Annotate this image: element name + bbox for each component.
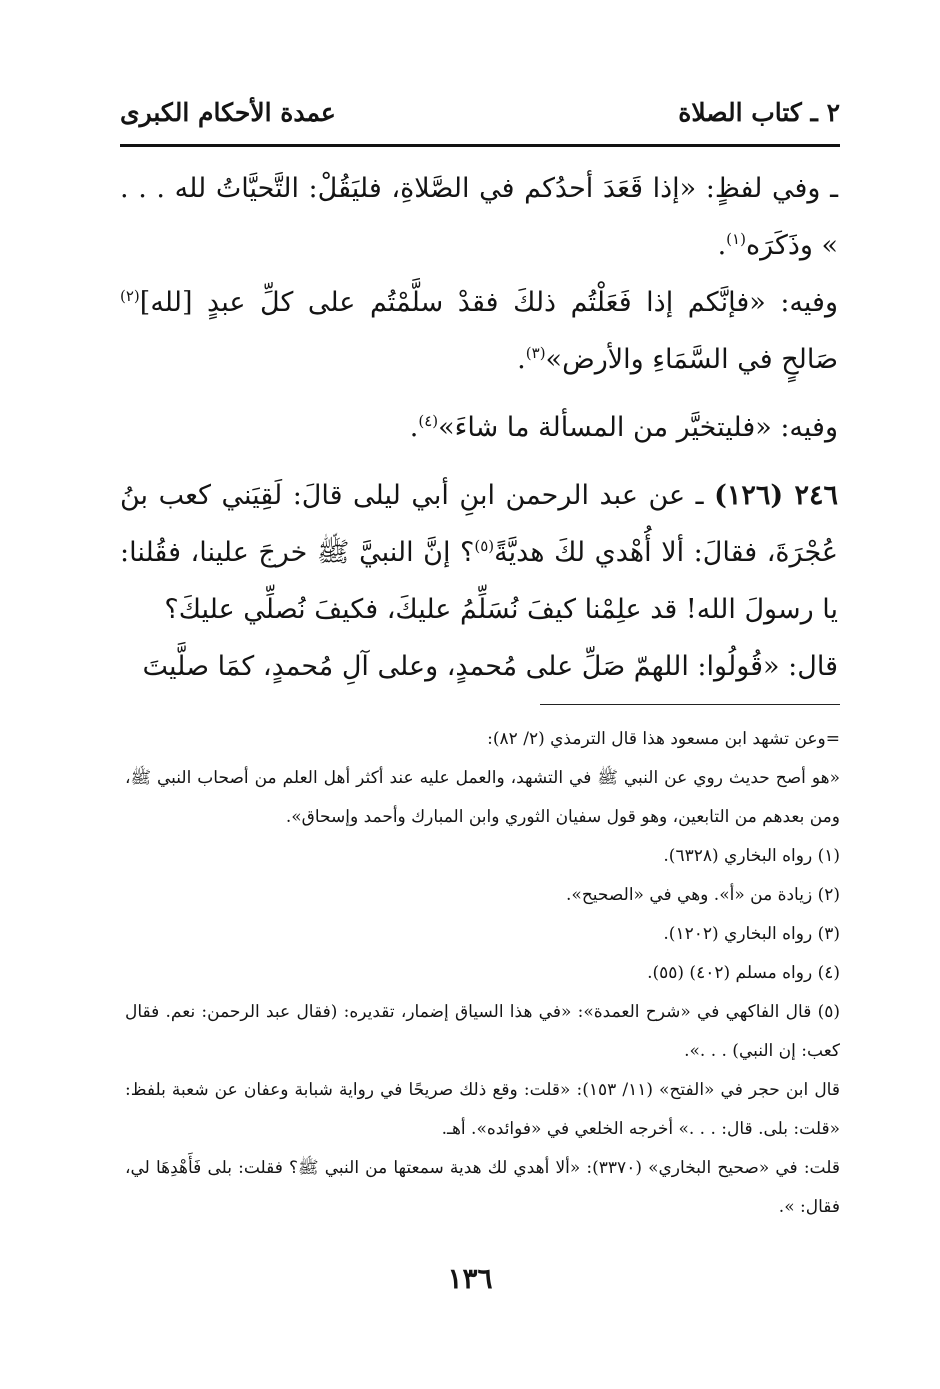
hadith-number: ٢٤٦ (١٢٦): [714, 480, 838, 511]
paragraph-2-mid: صَالحٍ في السَّمَاءِ والأرض»: [545, 344, 838, 375]
footnote-divider: [540, 704, 840, 705]
footnote-ref-4: (٤): [418, 412, 439, 430]
paragraph-4-end: ؟ إنَّ النبيَّ ﷺ خرجَ علينا، فقُلنا: يا رسولَ الله! قد علِمْنا كيفَ نُسَلِّمُ عليكَ، فكيفَ نُصلِّي عليكَ؟: [120, 537, 838, 625]
paragraph-2-end: .: [517, 344, 526, 375]
paragraph-4: [120, 467, 838, 638]
footnote-ref-5: (٥): [474, 537, 495, 555]
footnote-4: (٤) رواه مسلم (٤٠٢) (٥٥).: [647, 963, 840, 983]
paragraph-3-end: .: [409, 412, 419, 443]
paragraph-1: [120, 160, 838, 274]
footnote-3: (٣) رواه البخاري (١٢٠٢).: [663, 924, 840, 944]
footnote-continued-1: =وعن تشهد ابن مسعود هذا قال الترمذي (٢/ ٨٢):: [487, 729, 840, 749]
book-title: عمدة الأحكام الكبرى: [120, 98, 336, 127]
paragraph-1-end: .: [717, 230, 727, 261]
footnote-2: (٢) زيادة من «أ». وهي في «الصحيح».: [566, 885, 840, 905]
paragraph-3: [120, 399, 838, 456]
footnote-continued-2: «هو أصح حديث روي عن النبي ﷺ في التشهد، والعمل عليه عند أكثر أهل العلم من أصحاب النبي ﷺ، ومن بعدهم من التابعين، وهو قول سفيان الثوري وابن المبارك وأحمد وإسحاق».: [125, 768, 840, 827]
footnote-5-cont-a: قال ابن حجر في «الفتح» (١١/ ١٥٣): «قلت: وقع ذلك صريحًا في رواية شبابة وعفان عن شعبة بلفظ: «قلت: بلى. قال: . . .» أخرجه الخلعي في «فوائده». أهـ.: [125, 1080, 840, 1139]
paragraph-2: [120, 274, 838, 388]
main-text: [120, 160, 838, 706]
running-header: [120, 98, 840, 142]
footnote-ref-1: (١): [726, 230, 746, 248]
page-number: ١٣٦: [447, 1262, 493, 1295]
footnote-5-cont-b: قلت: في «صحيح البخاري» (٣٣٧٠): «ألا أهدي لك هدية سمعتها من النبي ﷺ؟ فقلت: بلى فَأَهْدِهَا لي، فقال: ».: [125, 1158, 840, 1217]
footnote-ref-3: (٣): [525, 344, 546, 362]
footnotes: [125, 720, 840, 1227]
paragraph-1-text: ـ وفي لفظٍ: «إذا قَعَدَ أحدُكم في الصَّلاةِ، فليَقُلْ: التَّحيَّاتُ لله . . . » وذَكَرَه: [120, 173, 838, 261]
footnote-5: (٥) قال الفاكهي في «شرح العمدة»: «في هذا السياق إضمار، تقديره: (فقال عبد الرحمن: نعم. فقال كعب: إن النبي) . . .».: [125, 1002, 840, 1061]
footnote-ref-2: (٢): [120, 287, 140, 305]
paragraph-3-start: وفيه: «فليتخيَّر من المسألة ما شاءَ»: [438, 412, 838, 443]
paragraph-4-start: ـ عن عبد الرحمن ابنِ أبي ليلى قالَ: لَقِيَني كعب بنُ عُجْرَةَ، فقالَ: ألا أُهْدي لكَ هديَّةً: [120, 480, 838, 568]
paragraph-2-start: وفيه: «فإنَّكم إذا فَعَلْتُم ذلكَ فقدْ سلَّمْتُم على كلِّ عبدٍ [لله]: [139, 287, 838, 318]
chapter-title: ٢ ـ كتاب الصلاة: [678, 98, 840, 127]
header-divider: [120, 144, 840, 147]
paragraph-5: قال: «قُولُوا: اللهمّ صَلِّ على مُحمدٍ، وعلى آلِ مُحمدٍ، كمَا صلَّيتَ: [142, 651, 838, 682]
footnote-1: (١) رواه البخاري (٦٣٢٨).: [663, 846, 840, 866]
